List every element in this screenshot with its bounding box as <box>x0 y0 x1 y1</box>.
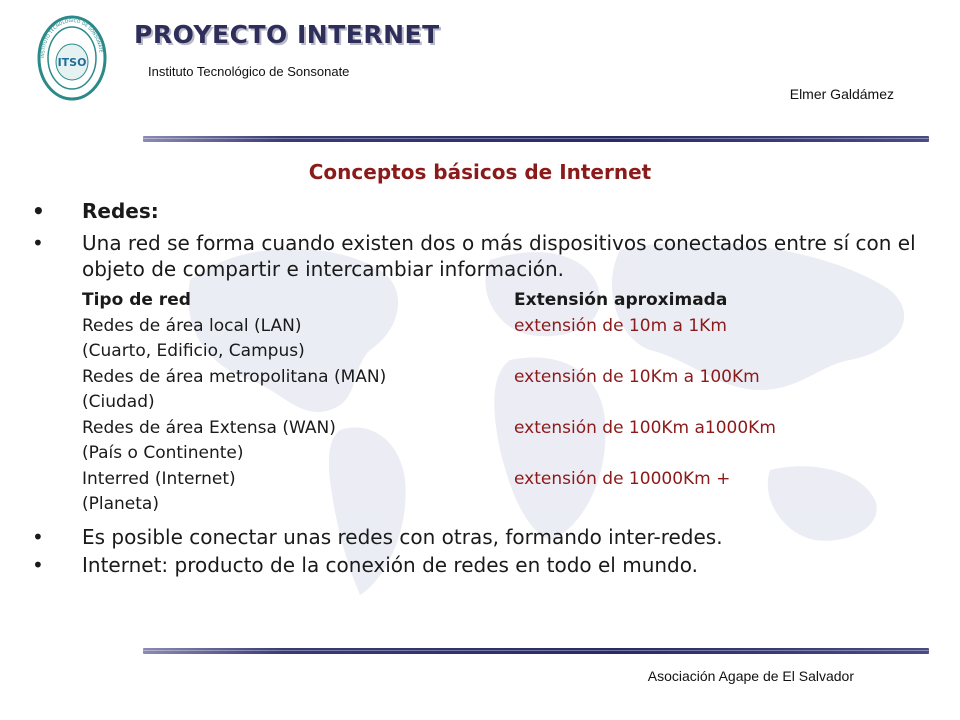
network-extent: extensión de 100Km a1000Km <box>514 417 776 438</box>
network-type: Interred (Internet) <box>82 468 236 489</box>
bullet-item <box>32 524 932 550</box>
top-divider <box>143 136 929 142</box>
network-scope: (Ciudad) <box>82 392 155 412</box>
bullet-item <box>32 230 932 282</box>
table-row-scope <box>82 339 932 365</box>
network-extent: extensión de 10m a 1Km <box>514 315 727 336</box>
table-header-row <box>82 288 932 314</box>
bullet-dot: • <box>32 231 44 255</box>
network-scope: (País o Continente) <box>82 443 244 463</box>
bullet-dot: • <box>32 524 44 549</box>
slide-title: Conceptos básicos de Internet <box>308 160 652 184</box>
network-type: Redes de área metropolitana (MAN) <box>82 366 387 387</box>
table-header-extent: Extensión aproximada <box>514 290 728 310</box>
network-scope: (Cuarto, Edificio, Campus) <box>82 341 305 361</box>
slide-content <box>32 198 932 580</box>
network-type: Redes de área Extensa (WAN) <box>82 417 336 438</box>
logo-text: ITSO <box>57 56 87 69</box>
bullet-dot: • <box>32 199 45 223</box>
itso-logo <box>36 14 108 102</box>
bullet-item <box>32 198 932 224</box>
table-row-scope <box>82 492 932 518</box>
network-types-table <box>82 288 932 518</box>
bullet-text: Es posible conectar unas redes con otras, formando inter-redes. <box>82 524 723 549</box>
bullet-text: Internet: producto de la conexión de redes en todo el mundo. <box>82 552 698 577</box>
author-name: Elmer Galdámez <box>789 86 894 102</box>
table-header-type: Tipo de red <box>82 290 191 310</box>
bullet-text: Una red se forma cuando existen dos o más dispositivos conectados entre sí con el objeto de compartir e intercambiar información. <box>82 231 916 281</box>
table-row <box>82 314 932 340</box>
footer-organization: Asociación Agape de El Salvador <box>647 668 854 684</box>
bullet-text: Redes: <box>82 199 159 223</box>
table-row-scope <box>82 441 932 467</box>
bottom-divider <box>143 648 929 654</box>
network-scope: (Planeta) <box>82 494 159 514</box>
table-row <box>82 365 932 391</box>
network-type: Redes de área local (LAN) <box>82 315 302 336</box>
bullet-item <box>32 552 932 578</box>
network-extent: extensión de 10000Km + <box>514 468 731 489</box>
logo-ring-text: INSTITUTO TECNOLÓGICO DE SONSONATE <box>40 18 103 59</box>
bullet-dot: • <box>32 552 44 577</box>
table-row <box>82 467 932 493</box>
header-title: PROYECTO INTERNET <box>134 20 440 49</box>
table-row-scope <box>82 390 932 416</box>
network-extent: extensión de 10Km a 100Km <box>514 366 760 387</box>
header-subtitle: Instituto Tecnológico de Sonsonate <box>148 64 350 79</box>
table-row <box>82 416 932 442</box>
